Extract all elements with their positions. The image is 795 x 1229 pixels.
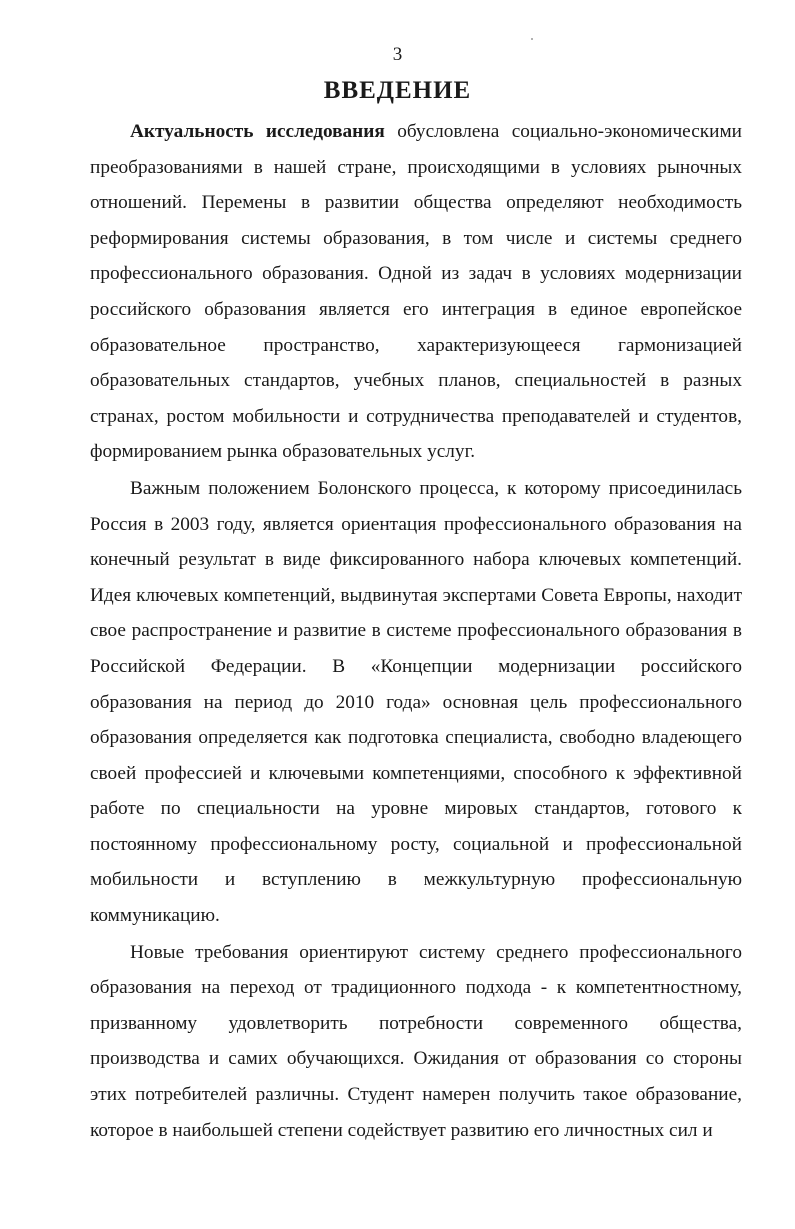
scan-speck [531, 38, 533, 40]
paragraph-text: Новые требования ориентируют систему среднего профессионального образования на переход от традиционного подхода - к компетентностному, призванному удовлетворить потребности современного общества, производства и самих обучающихся. Ожидания от образования со стороны этих потребителей различны. Студент намерен получить такое образование, которое в наибольшей степени содействует развитию его личностных сил и [90, 941, 742, 1141]
page-number: 3 [392, 44, 403, 65]
page-title: ВВЕДЕНИЕ [323, 77, 472, 104]
paragraph-text: обусловлена социально-экономическими преобразованиями в нашей стране, происходящими в условиях рыночных отношений. Перемены в развитии общества определяют необходимость реформирования системы образования, в том числе и системы среднего профессионального образования. Одной из задач в условиях модернизации российского образования является его интеграция в единое европейское образовательное пространство, характеризующееся гармонизацией образовательных стандартов, учебных планов, специальностей в разных странах, ростом мобильности и сотрудничества преподавателей и студентов, формированием рынка образовательных услуг. [90, 121, 742, 463]
body-text [90, 114, 742, 1148]
paragraph-lead-term: Актуальность исследования [130, 121, 385, 142]
paragraph-relevance [90, 114, 742, 470]
paragraph-bologna-process [90, 471, 742, 934]
paragraph-new-requirements [90, 935, 742, 1149]
paragraph-text: Важным положением Болонского процесса, к которому присоединилась Россия в 2003 году, является ориентация профессионального образования на конечный результат в виде фиксированного набора ключевых компетенций. Идея ключевых компетенций, выдвинутая экспертами Совета Европы, находит свое распространение и развитие в системе профессионального образования в Российской Федерации. В «Концепции модернизации российского образования на период до 2010 года» основная цель профессионального образования определяется как подготовка специалиста, свободно владеющего своей профессией и ключевыми компетенциями, способного к эффективной работе по специальности на уровне мировых стандартов, готового к постоянному профессиональному росту, социальной и профессиональной мобильности и вступлению в межкультурную профессиональную коммуникацию. [90, 477, 742, 927]
